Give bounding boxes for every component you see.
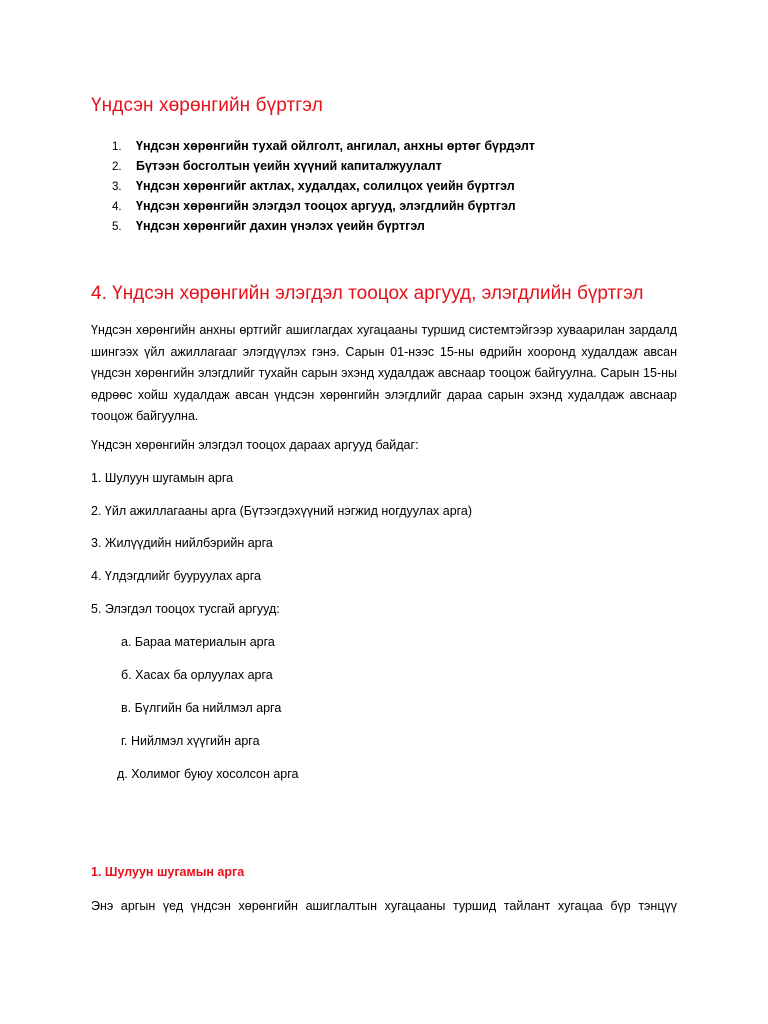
special-method-item: г. Нийлмэл хүүгийн арга xyxy=(121,734,260,748)
topics-item-label: Үндсэн хөрөнгийн тухай ойлголт, ангилал, анхны өртөг бүрдэлт xyxy=(136,139,535,153)
special-method-item: а. Бараа материалын арга xyxy=(121,635,275,649)
methods-intro: Үндсэн хөрөнгийн элэгдэл тооцох дараах аргууд байдаг: xyxy=(91,438,419,452)
special-method-item: б. Хасах ба орлуулах арга xyxy=(121,668,273,682)
topics-item-label: Үндсэн хөрөнгийг дахин үнэлэх үеийн бүртгэл xyxy=(136,219,425,233)
special-method-item: в. Бүлгийн ба нийлмэл арга xyxy=(121,701,282,715)
method-item: 1. Шулуун шугамын арга xyxy=(91,471,234,485)
topics-list-item xyxy=(91,136,535,156)
topics-list-item xyxy=(91,176,535,196)
topics-item-number: 3. xyxy=(112,181,122,193)
topics-list-item xyxy=(91,196,535,216)
topics-item-label: Үндсэн хөрөнгийг актлах, худалдах, солилцох үеийн бүртгэл xyxy=(136,179,515,193)
topics-item-number: 2. xyxy=(112,161,122,173)
method-item: 3. Жилүүдийн нийлбэрийн арга xyxy=(91,536,273,550)
topics-list-item xyxy=(91,156,535,176)
topics-list-item xyxy=(91,216,535,236)
topics-item-label: Бүтээн босголтын үеийн хүүний капиталжуулалт xyxy=(136,159,442,173)
method-item: 4. Үлдэгдлийг бууруулах арга xyxy=(91,569,261,583)
document-title: Үндсэн хөрөнгийн бүртгэл xyxy=(91,95,323,116)
topics-list xyxy=(91,136,535,236)
topics-item-number: 1. xyxy=(112,141,122,153)
topics-item-number: 4. xyxy=(112,201,122,213)
intro-paragraph: Үндсэн хөрөнгийн анхны өртгийг ашиглагдах хугацааны туршид системтэйгээр хуваарилан зардалд шингээх үйл ажиллагааг элэгдүүлэх гэнэ. Сарын 01-нээс 15-ны өдрийн хооронд худалдаж авсан үндсэн хөрөнгийн элэгдлийг тухайн сарын эхэнд худалдаж авснаар тооцож байгуулна. Сарын 15-ны өдрөөс хойш худалдаж авсан үндсэн хөрөнгийн элэгдлийг дараа сарын эхэнд худалдаж авснаар тооцож байгуулна. xyxy=(91,323,677,423)
topics-item-label: Үндсэн хөрөнгийн элэгдэл тооцох аргууд, элэгдлийн бүртгэл xyxy=(136,199,516,213)
topics-item-number: 5. xyxy=(112,221,122,233)
method-item: 2. Үйл ажиллагааны арга (Бүтээгдэхүүний нэгжид ногдуулах арга) xyxy=(91,504,473,518)
method-description-paragraph: Энэ аргын үед үндсэн хөрөнгийн ашиглалтын хугацааны туршид тайлант хугацаа бүр тэнцүү xyxy=(91,899,677,913)
special-method-item: д. Холимог буюу хосолсон арга xyxy=(117,767,299,781)
section-heading: 4. Үндсэн хөрөнгийн элэгдэл тооцох аргууд, элэгдлийн бүртгэл xyxy=(91,283,644,304)
subsection-heading: 1. Шулуун шугамын арга xyxy=(91,865,245,879)
method-item: 5. Элэгдэл тооцох тусгай аргууд: xyxy=(91,602,280,616)
